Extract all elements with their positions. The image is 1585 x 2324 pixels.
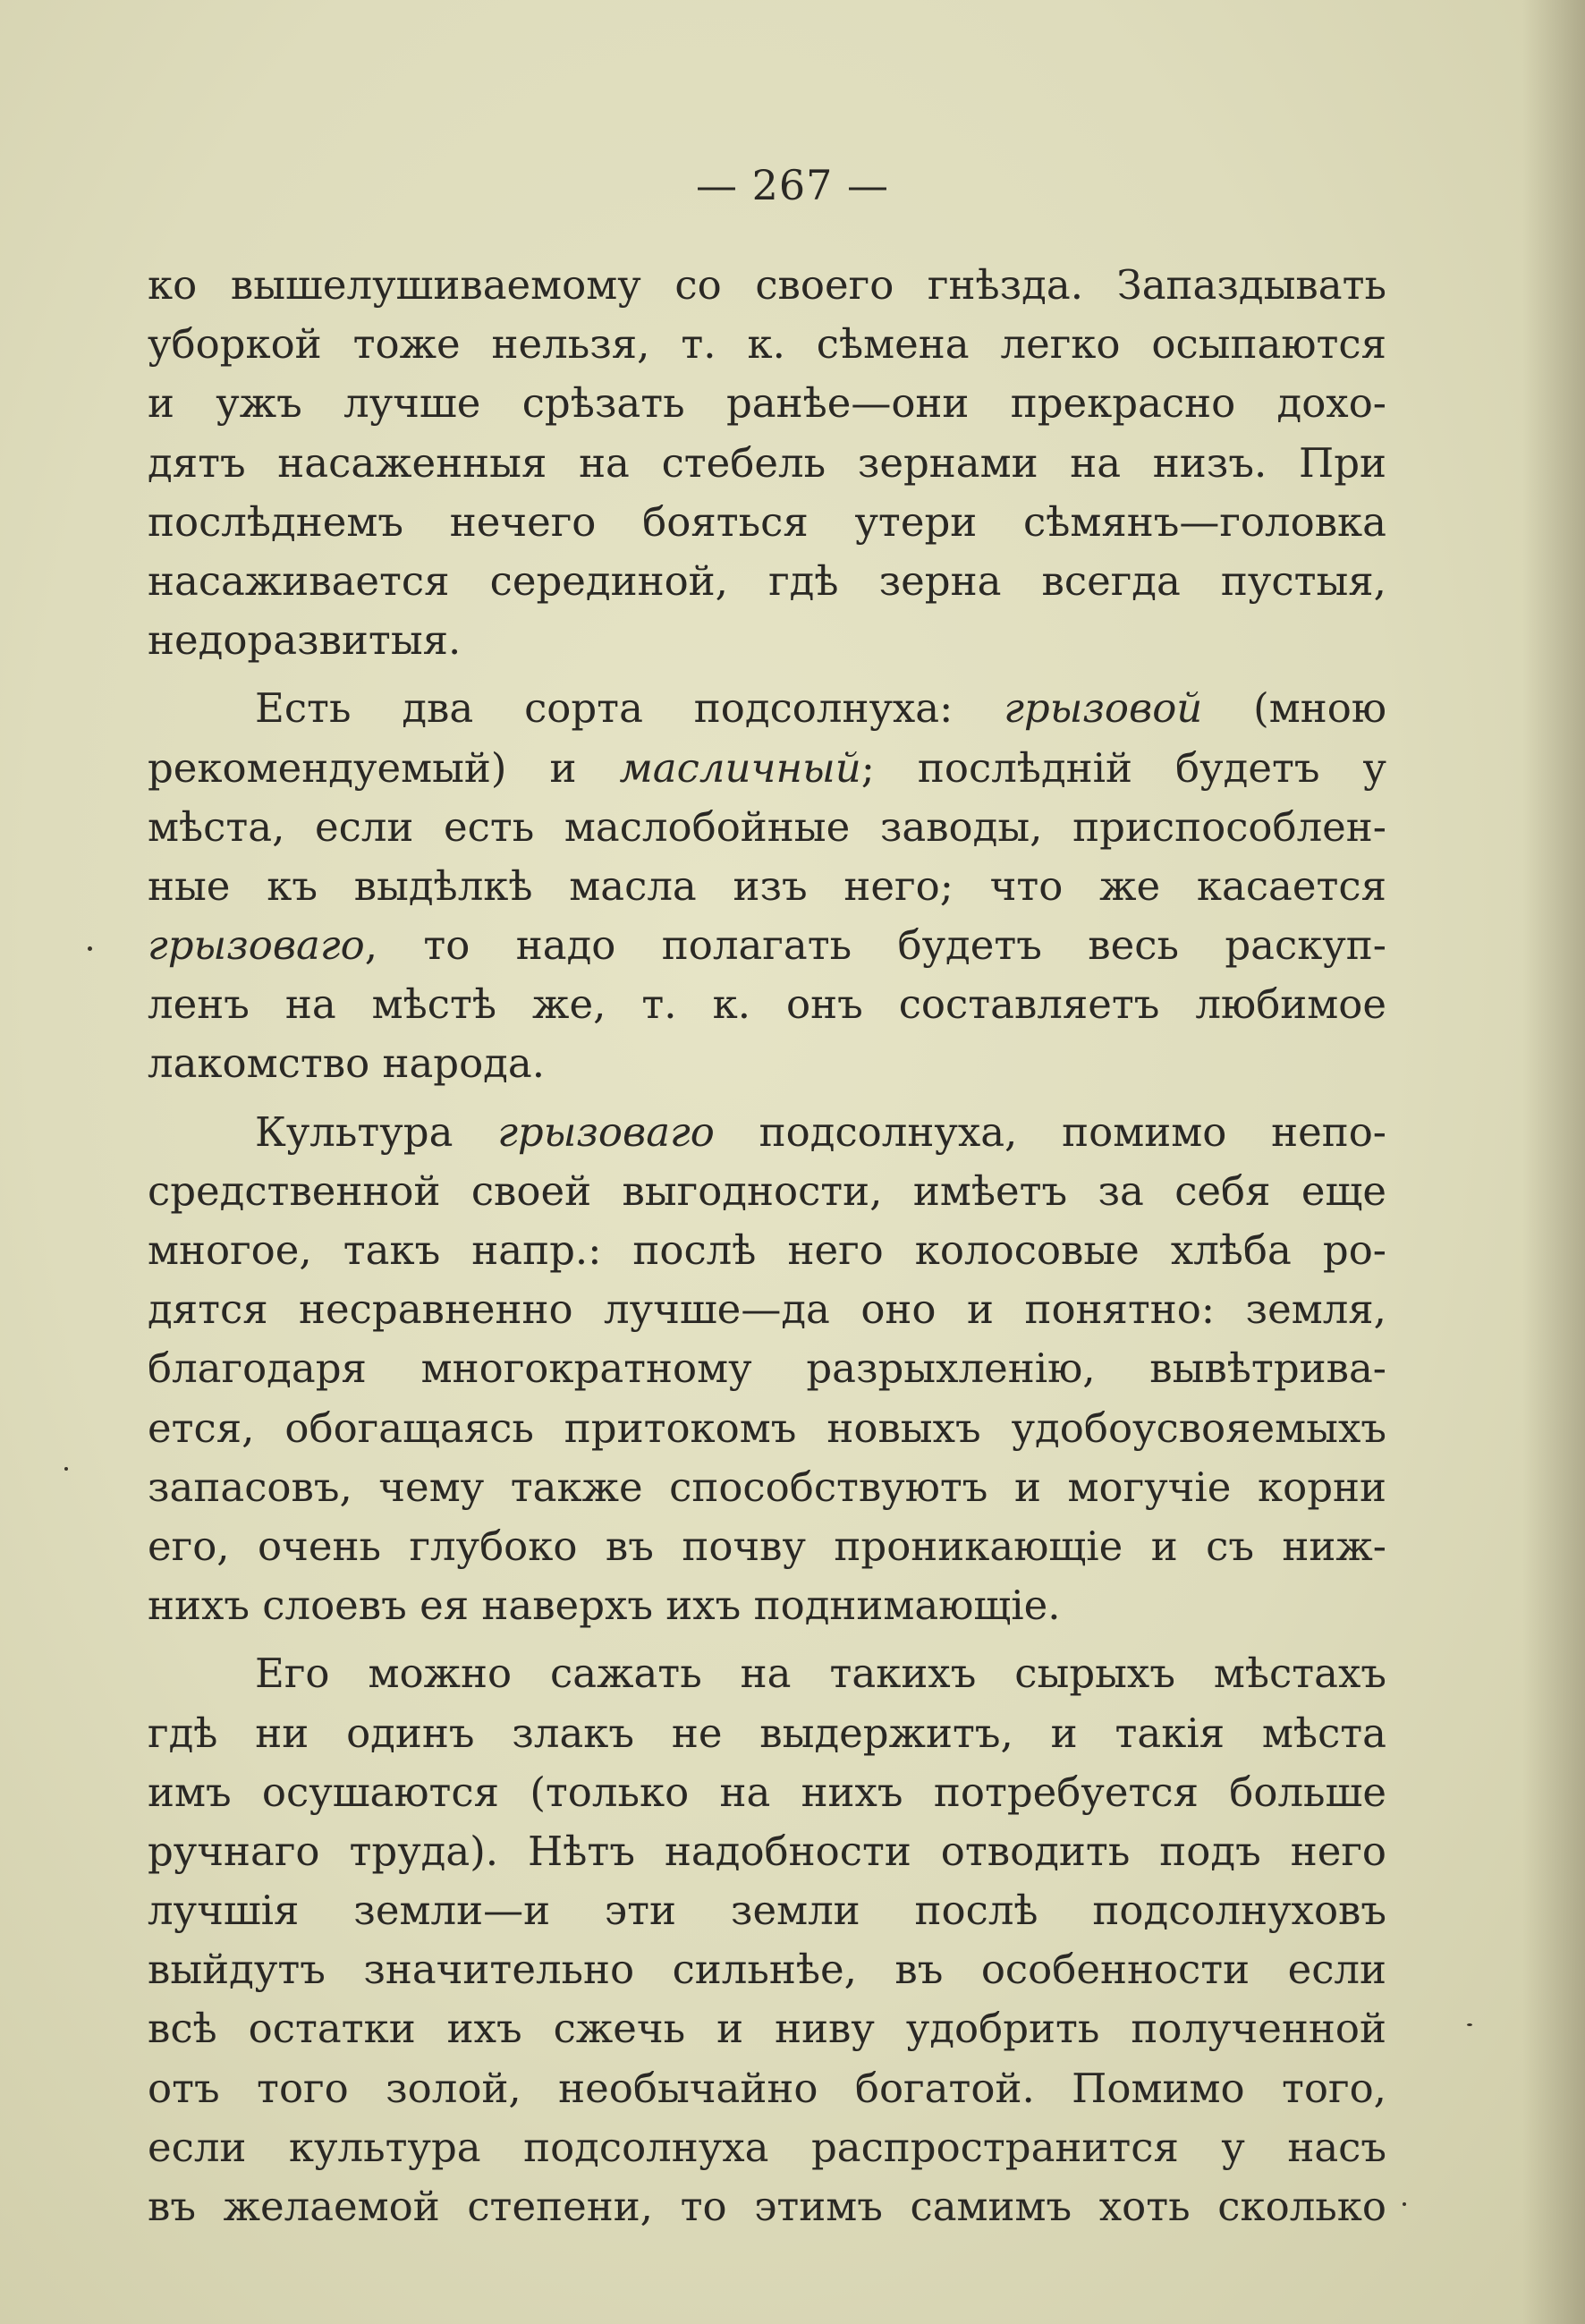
text-run: ; послѣднiй будетъ у [860,743,1386,792]
text-line [148,1822,1386,1881]
text-run: , то надо полагать будетъ весь раскуп- [364,921,1386,970]
scan-speck [1403,2202,1406,2206]
text-run: послѣднемъ нечего бояться утери сѣмянъ—головка [148,497,1386,546]
text-line [148,1763,1386,1822]
scan-speck [64,1467,68,1471]
body-text [148,256,1386,2236]
scan-speck [88,946,92,951]
text-run: (мною [1202,684,1386,733]
text-line [148,611,1386,670]
text-run: ные къ выдѣлкѣ масла изъ него; что же касается [148,861,1386,910]
text-run: гдѣ ни одинъ злакъ не выдержитъ, и такiя мѣста [148,1709,1386,1757]
italic-term: масличный [619,743,861,792]
text-line [148,2118,1386,2177]
text-run: отъ того золой, необычайно богатой. Помимо того, [148,2064,1386,2112]
text-line [148,1162,1386,1221]
text-line [148,916,1386,975]
text-run: Его можно сажать на такихъ сырыхъ мѣстахъ [255,1650,1386,1698]
text-line [148,1704,1386,1763]
text-run: дятъ насаженныя на стебель зернами на низъ. При [148,438,1386,487]
text-run: если культура подсолнуха распространится у насъ [148,2123,1386,2171]
text-line [148,1999,1386,2058]
paragraph [148,1644,1386,2236]
text-line [148,1940,1386,1999]
text-run: нихъ слоевъ ея наверхъ ихъ поднимающiе. [148,1582,1061,1630]
text-line [148,1517,1386,1576]
text-line [148,798,1386,857]
text-run: ленъ на мѣстѣ же, т. к. онъ составляетъ любимое [148,980,1386,1029]
text-line [148,1881,1386,1940]
paragraph-gap [148,1635,1386,1644]
paragraph [148,1103,1386,1636]
text-line [148,1576,1386,1635]
text-line [148,374,1386,433]
text-run: лучшiя земли—и эти земли послѣ подсолнуховъ [148,1887,1386,1935]
text-run: ется, обогащаясь притокомъ новыхъ удобоусвояемыхъ [148,1404,1386,1452]
text-line [148,1280,1386,1339]
text-run: имъ осушаются (только на нихъ потребуется больше [148,1768,1386,1816]
text-line [148,256,1386,315]
italic-term: грызоваго [148,921,365,970]
text-run: мѣста, если есть маслобойные заводы, приспособлен- [148,802,1386,851]
text-line [148,857,1386,916]
text-line [148,679,1386,738]
text-run: запасовъ, чему также способствуютъ и могучiе корни [148,1463,1386,1511]
text-line [148,1458,1386,1517]
text-line [148,739,1386,798]
page-edge-shadow [1522,0,1585,2324]
page-number: — 267 — [695,161,890,209]
text-run: въ желаемой степени, то этимъ самимъ хоть сколько [148,2183,1386,2230]
text-line [148,1034,1386,1093]
text-line [148,552,1386,611]
text-run: насаживается серединой, гдѣ зерна всегда пустыя, [148,556,1386,605]
text-line [148,2177,1386,2236]
text-run: Культура [255,1107,498,1156]
text-line [148,975,1386,1034]
text-run: дятся несравненно лучше—да оно и понятно: земля, [148,1285,1386,1334]
paragraph-gap [148,1094,1386,1103]
text-line [148,434,1386,493]
paragraph [148,256,1386,670]
paragraph-gap [148,670,1386,679]
text-run: и ужъ лучше срѣзать ранѣе—они прекрасно дохо- [148,379,1386,428]
text-line [148,1399,1386,1458]
text-run: ручнаго труда). Нѣтъ надобности отводить подъ него [148,1827,1386,1875]
paragraph [148,679,1386,1093]
text-line [148,1221,1386,1280]
text-run: ко вышелушиваемому со своего гнѣзда. Запаздывать [148,261,1386,309]
scan-speck [1467,2023,1472,2026]
text-run: всѣ остатки ихъ сжечь и ниву удобрить полученной [148,2005,1386,2053]
text-line [148,1644,1386,1703]
text-run: подсолнуха, помимо непо- [714,1107,1386,1156]
text-run: недоразвитыя. [148,616,462,665]
italic-term: грызоваго [497,1107,715,1156]
text-line [148,2059,1386,2118]
text-run: многое, такъ напр.: послѣ него колосовые хлѣба ро- [148,1226,1386,1274]
text-line [148,1103,1386,1162]
text-run: уборкой тоже нельзя, т. к. сѣмена легко осыпаются [148,320,1386,369]
text-run: его, очень глубоко въ почву проникающiе и съ ниж- [148,1522,1386,1570]
text-run: средственной своей выгодности, имѣетъ за себя еще [148,1166,1386,1215]
text-run: выйдутъ значительно сильнѣе, въ особенности если [148,1946,1386,1994]
text-line [148,493,1386,552]
italic-term: грызовой [1004,684,1203,733]
text-line [148,1339,1386,1398]
text-run: рекомендуемый) и [148,743,620,792]
text-line [148,315,1386,374]
text-run: Есть два сорта подсолнуха: [255,684,1004,733]
text-run: лакомство народа. [148,1039,546,1088]
text-run: благодаря многократному разрыхленiю, вывѣтрива- [148,1344,1386,1393]
